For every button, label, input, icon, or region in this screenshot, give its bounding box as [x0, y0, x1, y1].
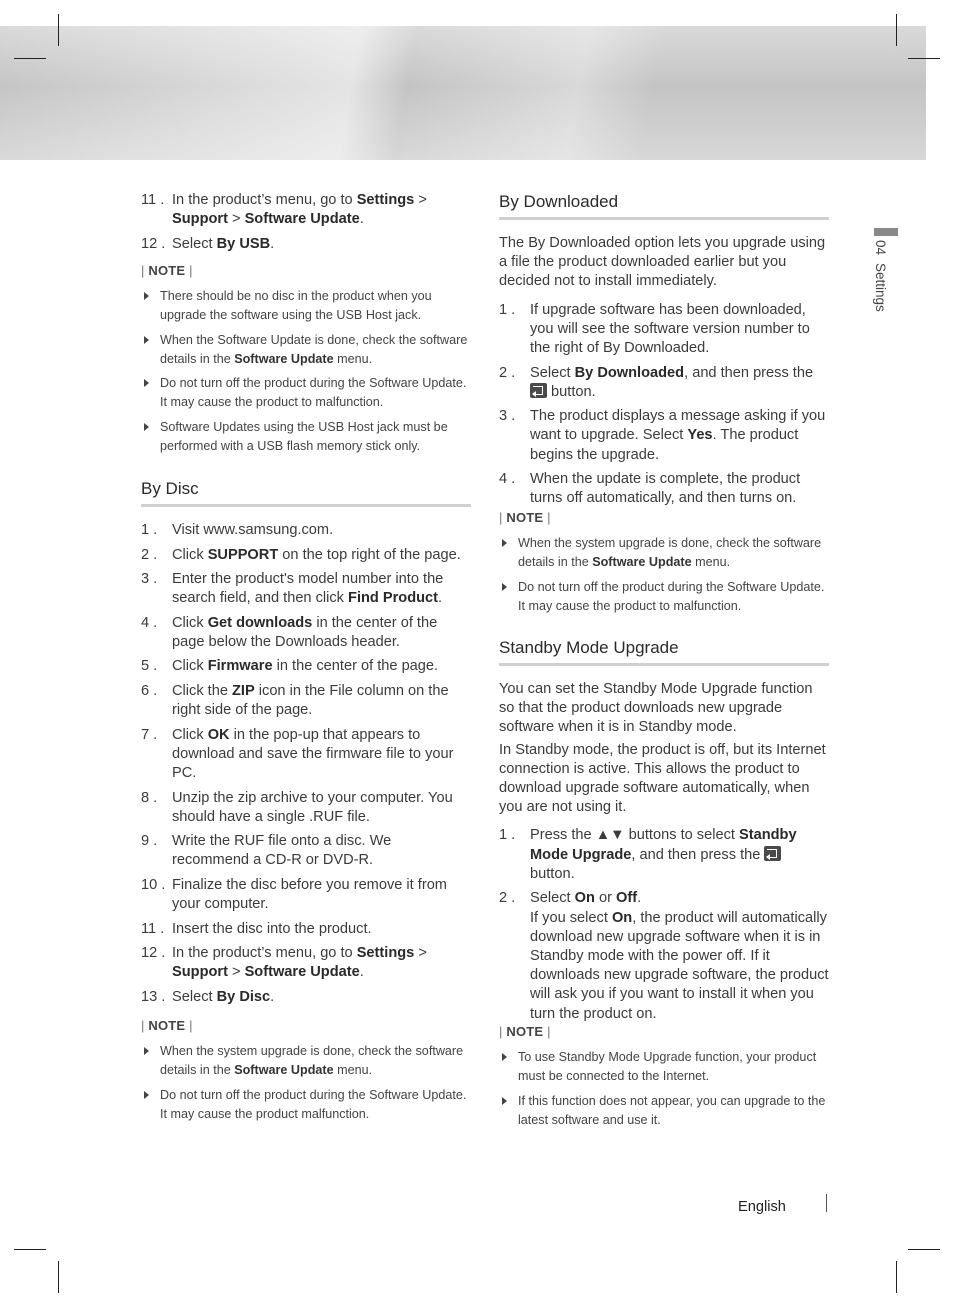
note-item: [141, 331, 471, 370]
step-text: [172, 236, 274, 252]
text-run: .: [637, 890, 642, 907]
section-title-standby-mode: Standby Mode Upgrade: [499, 638, 829, 666]
emphasis-text: Settings: [356, 192, 415, 208]
emphasis-text: Software Update: [234, 351, 334, 366]
emphasis-text: Standby Mode Upgrade: [530, 827, 797, 863]
step-text: [172, 877, 447, 912]
step-item: [141, 789, 471, 827]
note-text: [160, 333, 467, 366]
note-item: [141, 1042, 471, 1081]
step-number: 3 .: [141, 571, 158, 587]
note-text: [160, 376, 466, 409]
chapter-tab-label: [873, 240, 888, 312]
step-text: [172, 547, 461, 563]
emphasis-text: By Disc: [216, 988, 271, 1005]
triangle-bullet-icon: [144, 1091, 149, 1099]
note-text: [160, 1088, 466, 1121]
step-text: [530, 302, 810, 356]
downloaded-note-block: [499, 502, 829, 621]
text-run: Do not turn off the product during the Software Update. It may cause the product to malfunction.: [518, 579, 825, 613]
emphasis-text: Yes: [687, 427, 713, 444]
step-text: [530, 408, 825, 462]
standby-notes-list: [499, 1048, 829, 1130]
step-number: 13 .: [141, 988, 166, 1005]
emphasis-text: Software Update: [234, 1063, 334, 1078]
note-word: NOTE: [506, 1024, 544, 1039]
crop-mark: [908, 1249, 940, 1250]
step-item: [141, 876, 471, 914]
note-bar: |: [499, 1024, 507, 1039]
step-item: [499, 301, 829, 359]
step-item: [141, 521, 471, 540]
footer-language: English: [738, 1199, 786, 1215]
text-run: menu.: [691, 555, 731, 570]
note-label: [499, 1024, 829, 1039]
text-run: Select: [530, 364, 575, 381]
text-run: In the product’s menu, go to: [172, 945, 357, 962]
text-run: .: [270, 988, 275, 1005]
text-run: Select: [172, 235, 217, 252]
crop-mark: [896, 14, 897, 46]
standby-steps-list: [499, 826, 829, 1023]
note-text: [518, 580, 824, 613]
step-number: 11 .: [141, 192, 165, 208]
note-bar: |: [185, 1018, 193, 1033]
step-number: 12 .: [141, 235, 166, 252]
chapter-title: Settings: [873, 263, 888, 312]
step-item: [141, 235, 471, 254]
emphasis-text: By Downloaded: [574, 364, 685, 381]
enter-icon: [764, 846, 781, 861]
note-item: [499, 1048, 829, 1087]
step-number: 11 .: [141, 920, 165, 937]
note-label: [141, 1018, 471, 1033]
step-text: [172, 615, 437, 650]
text-run: on the top right of the page.: [278, 546, 461, 563]
disc-notes-list: [141, 1042, 471, 1124]
note-item: [141, 287, 471, 326]
note-label: [141, 263, 471, 278]
step-number: 1 .: [499, 827, 516, 844]
note-text: [160, 1044, 463, 1077]
text-run: When the Software Update is done, check the software details in the: [160, 332, 468, 366]
downloaded-notes-list: [499, 534, 829, 616]
emphasis-text: Support: [172, 211, 228, 228]
text-run: Select: [530, 890, 575, 907]
usb-notes-list: [141, 287, 471, 456]
disc-steps-list: [141, 521, 471, 1007]
step-number: 12 .: [141, 945, 166, 962]
text-run: There should be no disc in the product when you upgrade the software using the USB Host jack.: [160, 289, 432, 323]
standby-para-2: In Standby mode, the product is off, but its Internet connection is active. This allows the product to download upgrade software automatically, when you are not using it.: [499, 741, 826, 816]
text-run: .: [438, 590, 443, 607]
note-item: [499, 534, 829, 573]
by-disc-section: [141, 479, 471, 1012]
step-text: [530, 890, 829, 1021]
triangle-bullet-icon: [502, 539, 507, 547]
note-word: NOTE: [148, 1018, 186, 1033]
step-number: 6 .: [141, 682, 158, 699]
emphasis-text: Settings: [356, 945, 415, 962]
note-word: NOTE: [148, 263, 186, 278]
note-item: [141, 374, 471, 413]
triangle-bullet-icon: [144, 379, 149, 387]
text-run: Software Updates using the USB Host jack must be performed with a USB flash memory stick only.: [160, 419, 448, 454]
step-number: 4 .: [499, 471, 516, 488]
note-text: [518, 536, 821, 569]
text-run: Click: [172, 658, 208, 675]
step-text: [172, 658, 438, 674]
text-run: or: [594, 890, 616, 907]
text-run: .: [270, 235, 275, 252]
triangle-bullet-icon: [502, 1053, 507, 1061]
step-item: [499, 889, 829, 1023]
emphasis-text: On: [611, 909, 633, 926]
step-item: [141, 832, 471, 870]
text-run: menu.: [333, 1063, 373, 1078]
step-number: 2 .: [141, 546, 158, 563]
section-title-by-disc: By Disc: [141, 479, 471, 507]
usb-note-block: [141, 255, 471, 461]
text-run: , the product will automatically download new upgrade software when it is in Standby mode with the power off. If it downloads new upgrade software, the product will ask you if you want to install it when you turn the product on.: [530, 909, 829, 1022]
crop-mark: [14, 1249, 46, 1250]
usb-steps-list: [141, 191, 471, 259]
note-item: [499, 1092, 829, 1131]
text-run: If you select: [530, 909, 612, 926]
disc-note-block: [141, 1010, 471, 1129]
triangle-bullet-icon: [502, 1097, 507, 1105]
step-text: [172, 571, 443, 606]
crop-mark: [14, 58, 46, 59]
text-run: When the system upgrade is done, check the software details in the: [518, 536, 822, 570]
step-number: 3 .: [499, 408, 516, 425]
standby-note-block: [499, 1016, 829, 1135]
text-run: in the center of the page below the Downloads header.: [172, 614, 438, 650]
triangle-bullet-icon: [144, 336, 149, 344]
step-item: [141, 191, 471, 229]
emphasis-text: By USB: [216, 235, 271, 252]
crop-mark: [58, 14, 59, 46]
step-item: [141, 944, 471, 982]
text-run: In the product’s menu, go to: [172, 192, 357, 208]
text-run: Insert the disc into the product.: [172, 920, 372, 937]
section-title-by-downloaded: By Downloaded: [499, 192, 829, 220]
text-run: If this function does not appear, you can upgrade to the latest software and use it.: [518, 1093, 826, 1127]
header-banner: [0, 26, 926, 160]
note-text: [160, 289, 432, 322]
note-item: [499, 578, 829, 617]
text-run: button.: [530, 865, 575, 882]
emphasis-text: On: [574, 890, 595, 907]
step-text: [530, 365, 813, 400]
step-number: 4 .: [141, 614, 158, 631]
text-run: Unzip the zip archive to your computer. You should have a single .RUF file.: [172, 789, 453, 825]
footer-divider: [826, 1194, 827, 1212]
step-item: [141, 988, 471, 1007]
text-run: >: [414, 192, 427, 208]
note-text: [160, 420, 448, 453]
triangle-bullet-icon: [144, 1047, 149, 1055]
text-run: icon in the File column on the right side of the page.: [172, 682, 449, 719]
step-number: 10 .: [141, 876, 166, 893]
text-run: >: [227, 964, 245, 981]
step-text: [172, 790, 453, 825]
note-item: [141, 418, 471, 457]
standby-mode-section: [499, 638, 829, 1029]
emphasis-text: ZIP: [232, 682, 255, 699]
step-text: [172, 683, 449, 718]
text-run: Enter the product's model number into the search field, and then click: [172, 571, 444, 607]
enter-icon: [530, 383, 547, 398]
text-run: >: [414, 945, 427, 962]
text-run: When the system upgrade is done, check the software details in the: [160, 1044, 464, 1078]
text-run: Click the: [172, 682, 233, 699]
by-downloaded-intro: The By Downloaded option lets you upgrade using a file the product downloaded earlier but you decided not to install immediately.: [499, 235, 826, 290]
step-number: 1 .: [141, 522, 158, 538]
text-run: Do not turn off the product during the Software Update. It may cause the product malfunction.: [160, 1087, 467, 1121]
note-bar: |: [141, 263, 149, 278]
step-item: [499, 826, 829, 884]
step-text: [172, 833, 391, 868]
text-run: >: [227, 211, 245, 228]
note-bar: |: [141, 1018, 149, 1033]
step-item: [141, 614, 471, 652]
text-run: Click: [172, 726, 208, 743]
step-item: [499, 364, 829, 402]
note-item: [141, 1086, 471, 1125]
text-run: Finalize the disc before you remove it from your computer.: [172, 876, 447, 913]
emphasis-text: Software Update: [244, 211, 360, 228]
text-run: , and then press the: [684, 364, 814, 381]
note-text: [518, 1094, 825, 1127]
step-text: [172, 727, 454, 781]
note-bar: |: [543, 1024, 551, 1039]
text-run: If upgrade software has been downloaded, you will see the software version number to the right of By Downloaded.: [530, 301, 810, 357]
text-run: The product displays a message asking if you want to upgrade. Select: [530, 408, 826, 444]
crop-mark: [908, 58, 940, 59]
text-run: button.: [547, 383, 596, 400]
note-text: [518, 1050, 816, 1083]
step-item: [141, 726, 471, 784]
text-run: . The product begins the upgrade.: [530, 427, 799, 463]
step-text: [172, 522, 333, 538]
triangle-bullet-icon: [144, 423, 149, 431]
step-text: [530, 827, 797, 881]
step-number: 1 .: [499, 301, 516, 318]
standby-para-1: You can set the Standby Mode Upgrade function so that the product downloads new upgrade software when it is in Standby mode.: [499, 681, 813, 736]
text-run: Do not turn off the product during the Software Update. It may cause the product to malfunction.: [160, 376, 467, 410]
emphasis-text: Get downloads: [207, 614, 313, 631]
step-text: [172, 989, 274, 1005]
emphasis-text: Software Update: [592, 555, 692, 570]
text-run: , and then press the: [631, 846, 765, 863]
emphasis-text: Software Update: [244, 964, 360, 981]
text-run: Select: [172, 988, 217, 1005]
text-run: When the update is complete, the product turns off automatically, and then turns on.: [530, 471, 801, 507]
downloaded-steps-list: [499, 301, 829, 509]
note-label: [499, 510, 829, 525]
emphasis-text: OK: [207, 726, 230, 743]
step-number: 5 .: [141, 658, 158, 675]
text-run: Visit www.samsung.com.: [172, 522, 334, 538]
by-downloaded-section: [499, 192, 829, 514]
step-text: [172, 921, 372, 937]
step-item: [141, 657, 471, 676]
text-run: .: [359, 211, 364, 228]
text-run: Press the ▲▼ buttons to select: [530, 827, 739, 844]
text-run: menu.: [333, 351, 373, 366]
emphasis-text: Firmware: [207, 658, 273, 675]
emphasis-text: SUPPORT: [207, 546, 279, 563]
text-run: To use Standby Mode Upgrade function, your product must be connected to the Internet.: [518, 1050, 817, 1084]
crop-mark: [58, 1261, 59, 1293]
text-run: Write the RUF file onto a disc. We recommend a CD-R or DVD-R.: [172, 833, 392, 869]
step-number: 8 .: [141, 789, 158, 806]
emphasis-text: Support: [172, 964, 228, 981]
step-item: [141, 920, 471, 939]
step-item: [141, 546, 471, 565]
step-number: 7 .: [141, 726, 158, 743]
step-text: [172, 945, 427, 980]
step-text: [172, 192, 427, 227]
step-number: 2 .: [499, 890, 516, 907]
text-run: .: [359, 964, 364, 981]
note-bar: |: [499, 510, 507, 525]
note-bar: |: [185, 263, 193, 278]
emphasis-text: Off: [616, 890, 638, 907]
note-word: NOTE: [506, 510, 544, 525]
triangle-bullet-icon: [144, 292, 149, 300]
text-run: Click: [172, 546, 208, 563]
step-number: 9 .: [141, 833, 158, 850]
text-run: in the pop-up that appears to download and save the firmware file to your PC.: [172, 726, 454, 782]
triangle-bullet-icon: [502, 583, 507, 591]
text-run: in the center of the page.: [272, 658, 439, 675]
step-item: [141, 570, 471, 608]
text-run: Click: [172, 614, 208, 631]
step-item: [141, 682, 471, 720]
step-item: [499, 407, 829, 465]
step-number: 2 .: [499, 364, 516, 381]
crop-mark: [896, 1261, 897, 1293]
chapter-number: 04: [873, 240, 888, 256]
emphasis-text: Find Product: [348, 590, 439, 607]
chapter-tab-marker: [874, 228, 898, 236]
note-bar: |: [543, 510, 551, 525]
